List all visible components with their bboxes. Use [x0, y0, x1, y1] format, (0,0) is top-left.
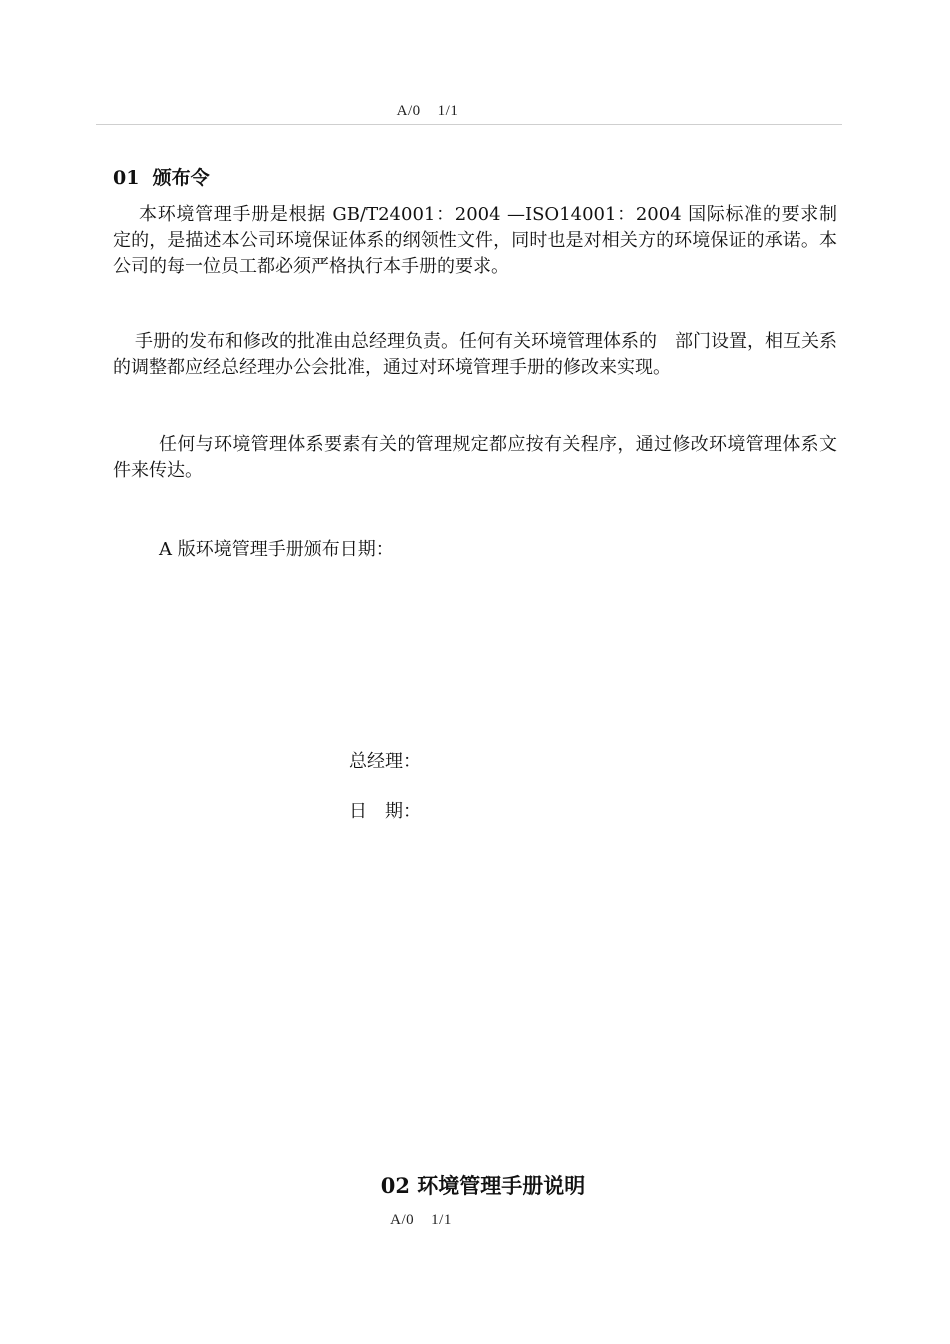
paragraph-1: 本环境管理手册是根据 GB/T24001：2004 —ISO14001：2004 国际标准的要求制定的，是描述本公司环境保证体系的纲领性文件，同时也是对相关方的环境保证的承诺。本公司的每一位员工都必须严格执行本手册的要求。 [113, 204, 837, 277]
next-section-code: A/0 1/1 [390, 1212, 452, 1228]
general-manager-label: 总经理： [349, 751, 421, 772]
page-header-code: A/0 1/1 [396, 103, 459, 119]
paragraph-3: 任何与环境管理体系要素有关的管理规定都应按有关程序，通过修改环境管理体系文件来传达。 [113, 434, 837, 481]
issue-date-label: A 版环境管理手册颁布日期： [159, 539, 394, 560]
next-section-title: 02 环境管理手册说明 [380, 1173, 586, 1198]
section-title: 01 颁布令 [113, 167, 210, 189]
signature-date-label: 日 期： [349, 801, 421, 822]
paragraph-2: 手册的发布和修改的批准由总经理负责。任何有关环境管理体系的 部门设置，相互关系的调整都应经总经理办公会批准，通过对环境管理手册的修改来实现。 [113, 331, 837, 378]
header-divider [96, 124, 842, 125]
